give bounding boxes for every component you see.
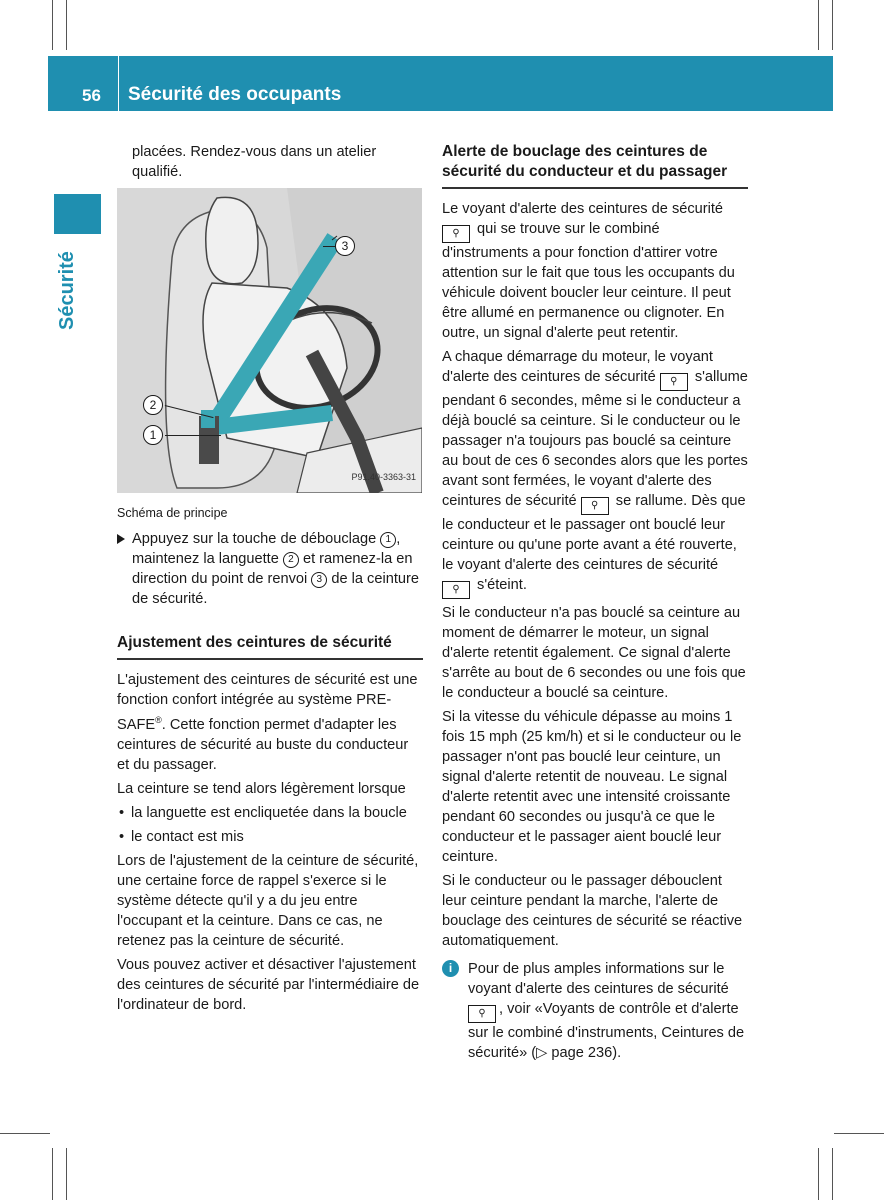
callout-number: 2 — [143, 395, 163, 415]
paragraph — [117, 670, 423, 775]
page-header — [48, 56, 833, 111]
section-tab-marker — [54, 194, 101, 234]
step-text: de la ceinture de sécurité. — [132, 571, 419, 607]
callout-ref-1: 1 — [380, 532, 396, 548]
callout-leader — [323, 246, 335, 247]
seatbelt-warning-icon: ⚲ — [442, 581, 470, 599]
right-column — [442, 142, 748, 1063]
section-tab-label: Sécurité — [56, 251, 78, 330]
seatbelt-warning-icon: ⚲ — [581, 497, 609, 515]
page-number: 56 — [82, 86, 101, 105]
paragraph-text: L'ajustement des ceintures de sécurité est une fonction confort intégrée au système PRE-SAFE — [117, 672, 418, 733]
info-text: , voir «Voyants de contrôle et d'alerte sur le combiné d'instruments, Ceintures de sécurité» (▷ page 236). — [468, 1001, 745, 1061]
callout-leader — [165, 435, 221, 436]
step-arrow-icon — [117, 534, 125, 544]
seatbelt-warning-icon: ⚲ — [468, 1005, 496, 1023]
seatbelt-figure — [117, 188, 422, 493]
list-item: • le contact est mis — [117, 827, 423, 847]
instruction-step — [117, 529, 423, 609]
paragraph: Si le conducteur ou le passager débouclent leur ceinture pendant la marche, l'alerte de bouclage des ceintures de sécurité se réactive automatiquement. — [442, 873, 743, 949]
callout-1 — [143, 425, 163, 446]
figure-caption: Schéma de principe — [117, 506, 228, 520]
crop-mark — [818, 1148, 819, 1200]
crop-mark — [52, 1148, 53, 1200]
page-title: Sécurité des occupants — [128, 84, 342, 105]
paragraph: Lors de l'ajustement de la ceinture de sécurité, une certaine force de rappel s'exerce si le système détecte qu'il y a du jeu entre l'occupant et la ceinture. Dans ce cas, ne retenez pas la ceinture de sécurité. — [117, 852, 419, 949]
left-column — [117, 142, 423, 1017]
seatbelt-warning-icon: ⚲ — [660, 373, 688, 391]
paragraph-text: s'allume pendant 6 secondes, même si le conducteur a déjà bouclé sa ceinture. Si le conducteur ou le passager n'a toujours pas bouclé sa ceinture au bout de ces 6 secondes alors que les portes avant sont fermées, le voyant d'alerte des ceintures de sécurité — [442, 369, 748, 509]
step-text: , maintenez la languette — [132, 531, 401, 567]
paragraph-text: Le voyant d'alerte des ceintures de sécurité — [442, 201, 724, 217]
step-text: Appuyez sur la touche de débouclage — [132, 531, 381, 547]
section-heading-belt-warning: Alerte de bouclage des ceintures de sécurité du conducteur et du passager — [442, 142, 748, 189]
paragraph-text: A chaque démarrage du moteur, le voyant d'alerte des ceintures de sécurité — [442, 349, 713, 385]
callout-ref-3: 3 — [311, 572, 327, 588]
step-text: et ramenez-la en direction du point de renvoi — [132, 551, 413, 587]
registered-mark: ® — [155, 715, 162, 725]
paragraph-text: qui se trouve sur le combiné d'instruments a pour fonction d'attirer votre attention sur le fait que tous les occupants du véhicule doivent boucler leur ceinture. Il peut être allumé en permanence ou clignoter. En outre, un signal d'alerte peut retentir. — [442, 221, 735, 341]
crop-mark — [834, 1133, 884, 1134]
paragraph — [442, 347, 748, 599]
crop-mark — [52, 0, 53, 50]
crop-mark — [66, 1148, 67, 1200]
intro-paragraph: placées. Rendez-vous dans un atelier qualifié. — [132, 144, 377, 180]
figure-reference: P91.40-3363-31 — [351, 472, 416, 482]
callout-number: 3 — [335, 236, 355, 256]
callout-ref-2: 2 — [283, 552, 299, 568]
seatbelt-warning-icon: ⚲ — [442, 225, 470, 243]
callout-number: 1 — [143, 425, 163, 445]
crop-mark — [0, 1133, 50, 1134]
info-icon: i — [442, 960, 459, 977]
paragraph: Si le conducteur n'a pas bouclé sa ceinture au moment de démarrer le moteur, un signal d'alerte retentit également. Ce signal d'alerte s'arrête au bout de 6 secondes ou une fois que le conducteur a bouclé sa ceinture. — [442, 605, 746, 701]
crop-mark — [832, 1148, 833, 1200]
callout-3 — [335, 236, 355, 257]
list-item: • la languette est encliquetée dans la boucle — [117, 803, 423, 823]
paragraph: Vous pouvez activer et désactiver l'ajustement des ceintures de sécurité par l'intermédiaire de l'ordinateur de bord. — [117, 956, 420, 1013]
paragraph — [442, 199, 748, 343]
header-divider — [118, 56, 119, 111]
paragraph: La ceinture se tend alors légèrement lorsque — [117, 780, 406, 797]
paragraph-text: se rallume. Dès que le conducteur et le passager ont bouclé leur ceinture ou qu'une porte avant a été rouverte, le voyant d'alerte des ceintures de sécurité — [442, 493, 746, 573]
crop-mark — [818, 0, 819, 50]
crop-mark — [66, 0, 67, 50]
crop-mark — [832, 0, 833, 50]
seatbelt-illustration — [117, 188, 422, 493]
paragraph: Si la vitesse du véhicule dépasse au moins 1 fois 15 mph (25 km/h) et si le conducteur ou le passager n'ont pas bouclé leur ceinture, un signal d'alerte retentit de nouveau. Le signal d'alerte retentit avec une intensité croissante pendant 60 secondes ou jusqu'à ce que le conducteur et le passager aient bouclé leur ceinture. — [442, 709, 742, 865]
callout-2 — [143, 395, 163, 416]
info-text: Pour de plus amples informations sur le voyant d'alerte des ceintures de sécurité — [468, 961, 729, 997]
section-heading-adjustment: Ajustement des ceintures de sécurité — [117, 633, 423, 660]
info-note — [442, 959, 748, 1063]
paragraph-text: . Cette fonction permet d'adapter les ceintures de sécurité au buste du conducteur et du passager. — [117, 716, 409, 773]
paragraph-text: s'éteint. — [473, 577, 527, 593]
